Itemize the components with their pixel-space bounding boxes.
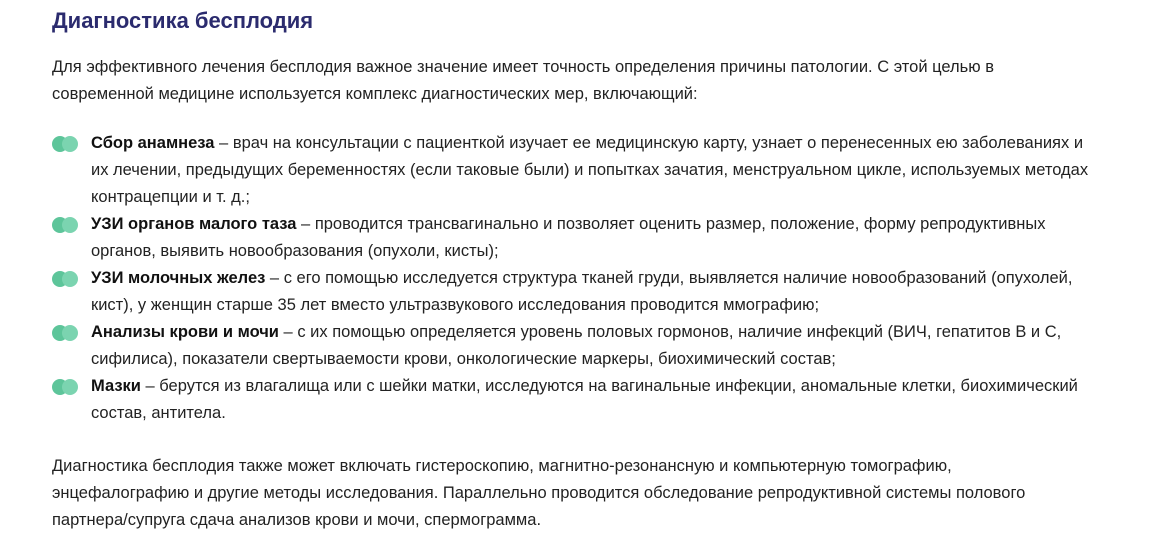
bullet-icon — [52, 271, 84, 287]
bullet-icon — [52, 217, 84, 233]
bullet-icon — [52, 379, 84, 395]
list-item — [52, 130, 1090, 211]
list-item-text: – врач на консультации с пациенткой изучает ее медицинскую карту, узнает о перенесенных ею заболеваниях и их лечении, предыдущих беременностях (если таковые были) и попытках зачатия, менструальном цикле, используемых методах контрацепции и т. д.; — [91, 134, 1089, 206]
list-item-text: – с его помощью исследуется структура тканей груди, выявляется наличие новообразований (опухолей, кист), у женщин старше 35 лет вместо ультразвукового исследования проводится ммографию; — [91, 269, 1073, 314]
list-item — [52, 319, 1090, 373]
list-item-text: – проводится трансвагинально и позволяет оценить размер, положение, форму репродуктивных органов, выявить новообразования (опухоли, кисты); — [91, 215, 1046, 260]
list-item — [52, 373, 1090, 427]
outro-paragraph: Диагностика бесплодия также может включать гистероскопию, магнитно-резонансную и компьютерную томографию, энцефалографию и другие методы исследования. Параллельно проводится обследование репродуктивной системы полового партнера/супруга сдача анализов крови и мочи, спермограмма. — [52, 457, 1026, 529]
bullet-icon — [52, 325, 84, 341]
list-item-term: Мазки — [91, 377, 141, 395]
bullet-icon — [52, 136, 84, 152]
list-item-term: Сбор анамнеза — [91, 134, 215, 152]
page-title: Диагностика бесплодия — [52, 8, 314, 33]
list-item — [52, 265, 1090, 319]
list-item-term: УЗИ молочных желез — [91, 269, 266, 287]
list-item-term: Анализы крови и мочи — [91, 323, 279, 341]
list-item-text: – с их помощью определяется уровень половых гормонов, наличие инфекций (ВИЧ, гепатитов В и С, сифилиса), показатели свертываемости крови, онкологические маркеры, биохимический состав; — [91, 323, 1062, 368]
list-item-text: – берутся из влагалища или с шейки матки, исследуются на вагинальные инфекции, аномальные клетки, биохимический состав, антитела. — [91, 377, 1078, 422]
list-item-term: УЗИ органов малого таза — [91, 215, 297, 233]
diagnostics-list — [52, 130, 1090, 427]
list-item — [52, 211, 1090, 265]
intro-paragraph: Для эффективного лечения бесплодия важное значение имеет точность определения причины патологии. С этой целью в современной медицине используется комплекс диагностических мер, включающий: — [52, 58, 994, 103]
